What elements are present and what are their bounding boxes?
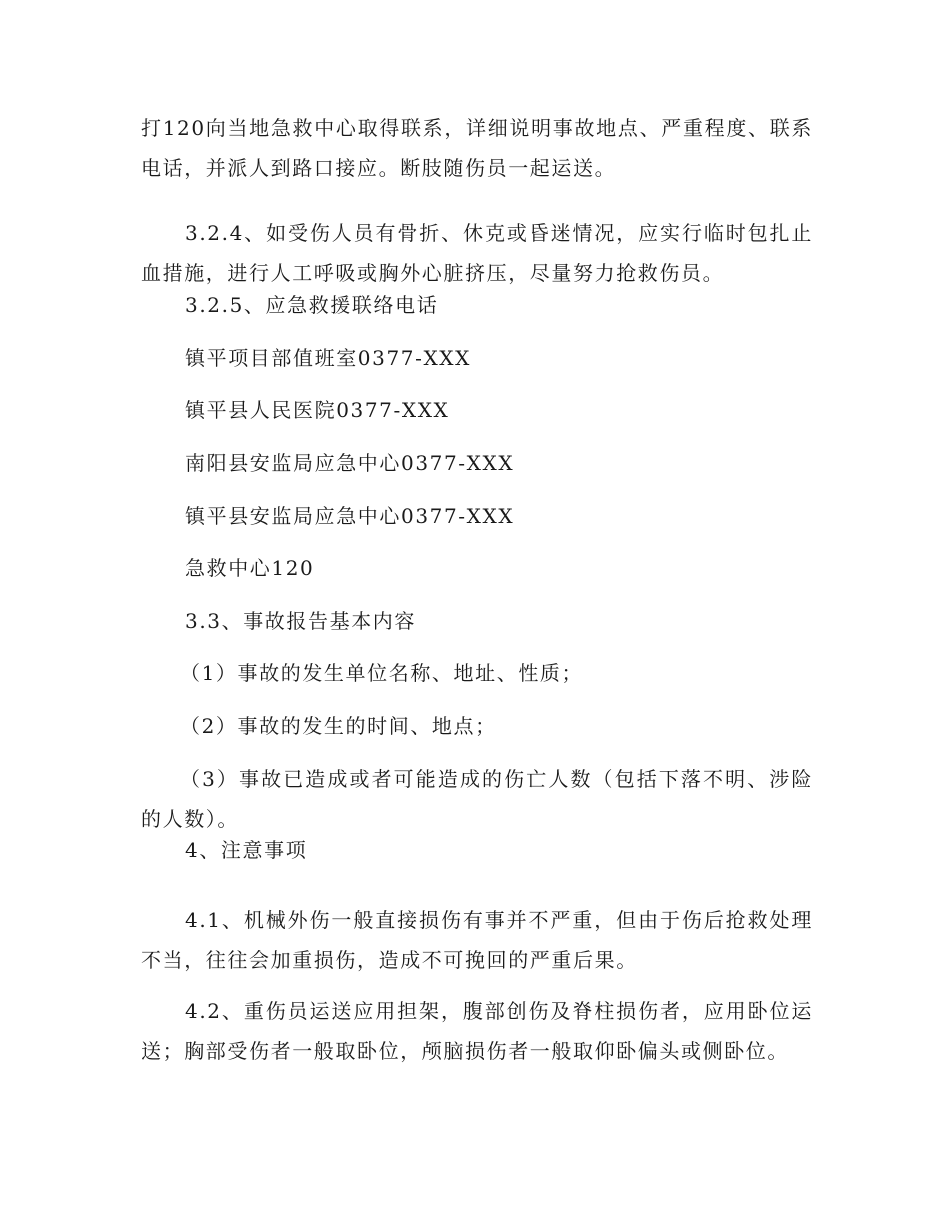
paragraph-3-2-4: 3.2.4、如受伤人员有骨折、休克或昏迷情况，应实行临时包扎止血措施，进行人工呼吸或胸外心脏挤压，尽量努力抢救伤员。 (141, 221, 813, 285)
heading-3-2-5: 3.2.5、应急救援联络电话 (185, 293, 439, 317)
phone-county-hospital: 镇平县人民医院0377-XXX (185, 398, 450, 422)
report-item-3: （3）事故已造成或者可能造成的伤亡人数（包括下落不明、涉险的人数）。 (141, 767, 813, 831)
phone-project-duty-room: 镇平项目部值班室0377-XXX (185, 346, 471, 370)
heading-4-notes: 4、注意事项 (185, 838, 308, 862)
paragraph-4-2: 4.2、重伤员运送应用担架，腹部创伤及脊柱损伤者，应用卧位运送；胸部受伤者一般取卧位，颅脑损伤者一般取仰卧偏头或侧卧位。 (141, 999, 813, 1063)
paragraph-4-1: 4.1、机械外伤一般直接损伤有事并不严重，但由于伤后抢救处理不当，往往会加重损伤，造成不可挽回的严重后果。 (141, 908, 813, 972)
phone-emergency-center: 急救中心120 (185, 556, 315, 580)
paragraph-emergency-call: 打120向当地急救中心取得联系，详细说明事故地点、严重程度、联系电话，并派人到路口接应。断肢随伤员一起运送。 (141, 116, 813, 180)
report-item-2: （2）事故的发生的时间、地点； (180, 714, 497, 738)
report-item-1: （1）事故的发生单位名称、地址、性质； (180, 661, 584, 685)
phone-zhenping-safety-bureau: 镇平县安监局应急中心0377-XXX (185, 504, 515, 528)
heading-3-3: 3.3、事故报告基本内容 (185, 609, 417, 633)
phone-nanyang-safety-bureau: 南阳县安监局应急中心0377-XXX (185, 451, 515, 475)
